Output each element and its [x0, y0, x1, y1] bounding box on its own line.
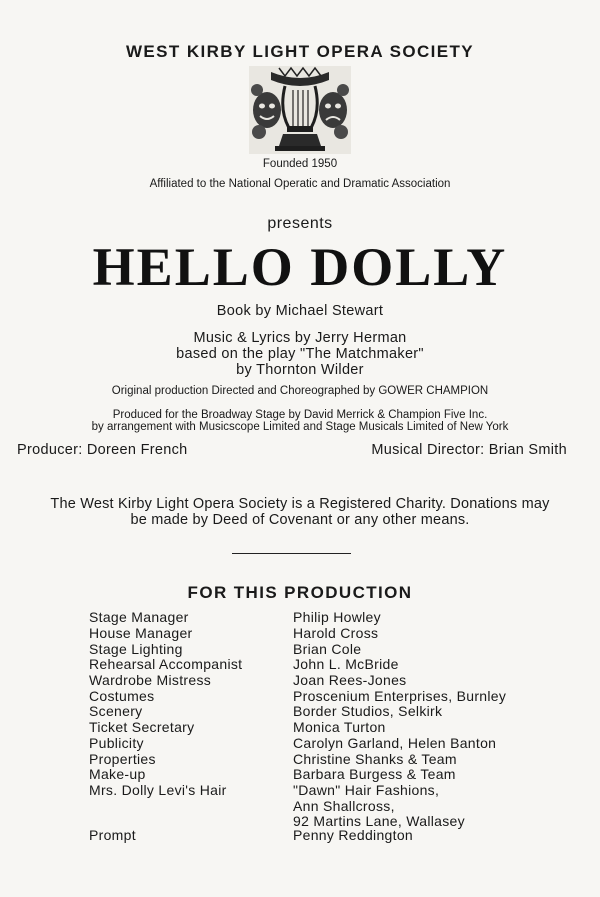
- crew-row: [0, 656, 600, 672]
- crew-name: Monica Turton: [293, 719, 386, 735]
- producer-credit: Producer: Doreen French: [17, 442, 188, 458]
- crew-name: Barbara Burgess & Team: [293, 766, 456, 782]
- crew-role: Properties: [89, 751, 156, 767]
- crew-row: [0, 735, 600, 751]
- crew-row: [0, 751, 600, 767]
- crew-row: [0, 625, 600, 641]
- crew-name: Joan Rees-Jones: [293, 672, 407, 688]
- crew-name: 92 Martins Lane, Wallasey: [293, 813, 465, 829]
- crew-row: [0, 672, 600, 688]
- crew-row: [0, 827, 600, 843]
- founded-year: Founded 1950: [262, 158, 338, 170]
- crew-name: Border Studios, Selkirk: [293, 703, 443, 719]
- crew-row: [0, 782, 600, 798]
- crew-name: Ann Shallcross,: [293, 798, 395, 814]
- based-on-credit: based on the play "The Matchmaker": [176, 346, 424, 362]
- crew-name: Proscenium Enterprises, Burnley: [293, 688, 507, 704]
- crew-role: Wardrobe Mistress: [89, 672, 212, 688]
- crew-row: [0, 688, 600, 704]
- crew-row: [0, 719, 600, 735]
- crew-role: Make-up: [89, 766, 146, 782]
- crew-role: House Manager: [89, 625, 193, 641]
- original-production-credit: Original production Directed and Choreographed by GOWER CHAMPION: [111, 385, 489, 397]
- show-title: HELLO DOLLY: [92, 237, 508, 297]
- crew-name: Christine Shanks & Team: [293, 751, 457, 767]
- crew-name: John L. McBride: [293, 656, 399, 672]
- crew-name: Penny Reddington: [293, 827, 413, 843]
- arrangement-credit: by arrangement with Musicscope Limited and Stage Musicals Limited of New York: [91, 421, 509, 433]
- crew-row: [0, 798, 600, 814]
- crew-row: [0, 609, 600, 625]
- book-credit: Book by Michael Stewart: [216, 303, 384, 319]
- crew-role: Costumes: [89, 688, 155, 704]
- production-heading: FOR THIS PRODUCTION: [187, 583, 413, 602]
- charity-note-line-1: The West Kirby Light Opera Society is a Registered Charity. Donations may: [50, 496, 550, 512]
- crew-name: Carolyn Garland, Helen Banton: [293, 735, 497, 751]
- music-credit: Music & Lyrics by Jerry Herman: [193, 330, 407, 346]
- lyre-masks-emblem-icon: [249, 66, 351, 154]
- broadway-producer-credit: Produced for the Broadway Stage by David Merrick & Champion Five Inc.: [112, 409, 488, 421]
- crew-role: Ticket Secretary: [89, 719, 195, 735]
- society-name: WEST KIRBY LIGHT OPERA SOCIETY: [125, 42, 475, 61]
- playwright-credit: by Thornton Wilder: [236, 362, 364, 378]
- crew-name: "Dawn" Hair Fashions,: [293, 782, 440, 798]
- crew-role: Mrs. Dolly Levi's Hair: [89, 782, 227, 798]
- crew-role: Prompt: [89, 827, 136, 843]
- crew-row: [0, 641, 600, 657]
- affiliation-note: Affiliated to the National Operatic and Dramatic Association: [149, 178, 451, 190]
- crew-role: Stage Lighting: [89, 641, 183, 657]
- crew-role: Scenery: [89, 703, 143, 719]
- crew-name: Brian Cole: [293, 641, 362, 657]
- crew-name: Harold Cross: [293, 625, 379, 641]
- crew-role: Publicity: [89, 735, 144, 751]
- crew-row: [0, 766, 600, 782]
- musical-director-credit: Musical Director: Brian Smith: [371, 442, 567, 458]
- crew-role: Stage Manager: [89, 609, 189, 625]
- crew-role: Rehearsal Accompanist: [89, 656, 243, 672]
- divider-rule: [232, 553, 351, 554]
- presents-text: presents: [267, 215, 333, 232]
- charity-note-line-2: be made by Deed of Covenant or any other means.: [130, 512, 470, 528]
- crew-name: Philip Howley: [293, 609, 381, 625]
- crew-row: [0, 703, 600, 719]
